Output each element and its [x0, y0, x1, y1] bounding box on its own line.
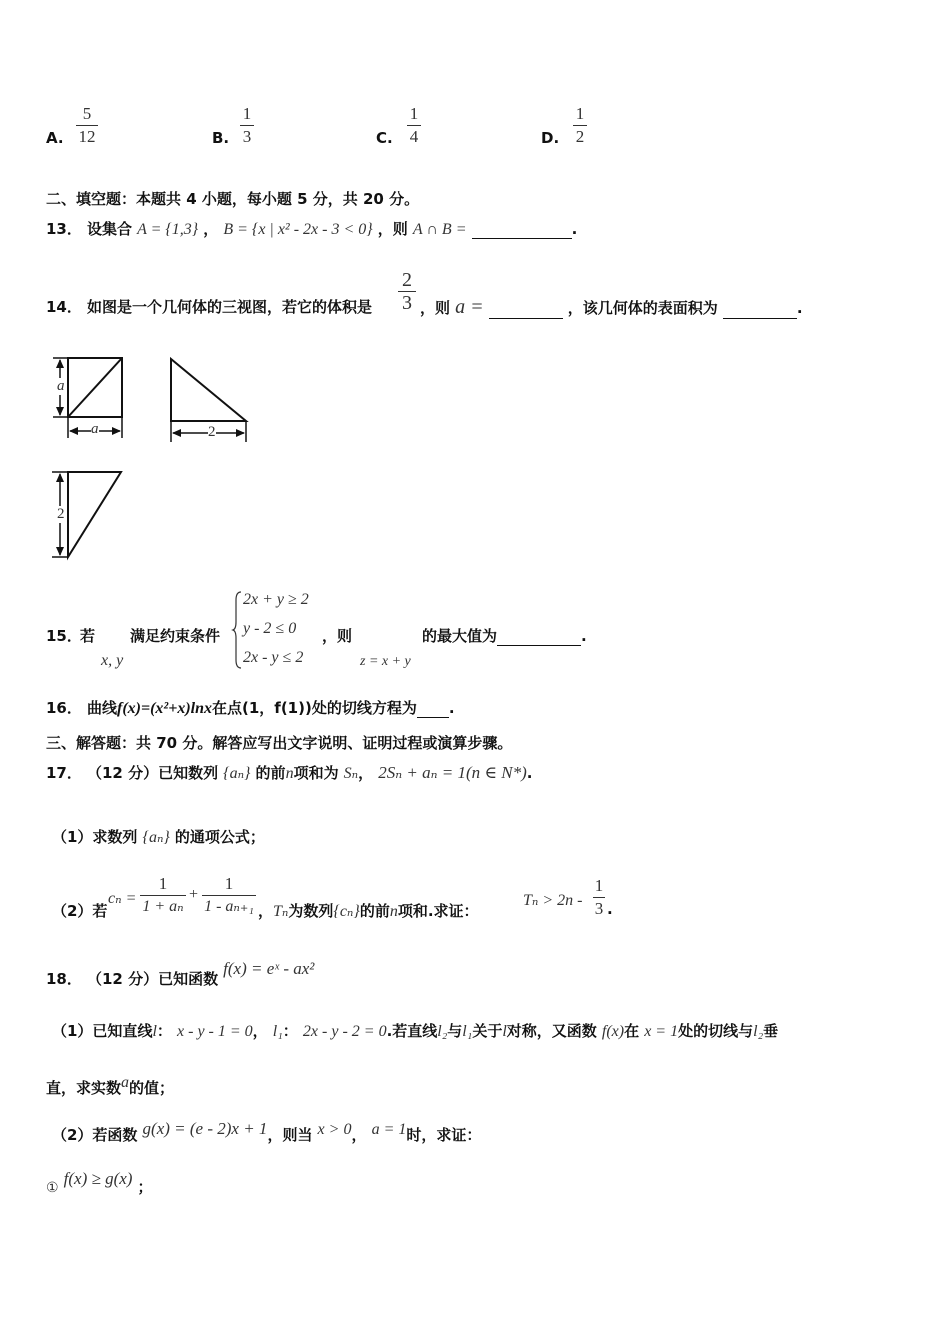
q17-part2-text: ，Tₙ为数列{cₙ}的前n项和.求证： — [258, 902, 479, 920]
q15-brace — [233, 590, 243, 670]
option-c-fraction: 1 4 — [407, 104, 421, 147]
q13-expr: A ∩ B = — [412, 221, 467, 238]
q18-part1-line2: 直，求实数a的值； — [46, 1074, 175, 1097]
q17-formula: 2Sₙ + aₙ = 1(n ∈ N*) — [378, 763, 527, 782]
q15-constraint-2: y - 2 ≤ 0 — [243, 620, 297, 637]
label-a-side: a — [57, 378, 65, 394]
option-a-label: A. — [46, 129, 64, 147]
section3-heading: 三、解答题：共 70 分。解答应写出文字说明、证明过程或演算步骤。 — [46, 734, 513, 752]
label-a-bottom: a — [91, 421, 99, 437]
option-c-label: C. — [376, 129, 393, 147]
q15-rest: 的最大值为 . — [422, 627, 587, 645]
q17-inequality: Tₙ > 2n - — [523, 892, 583, 909]
option-d-label: D. — [541, 129, 560, 147]
option-a-fraction: 5 12 — [76, 104, 98, 147]
section2-heading: 二、填空题：本题共 4 小题，每小题 5 分，共 20 分。 — [46, 190, 420, 208]
q15-constraint-3: 2x - y ≤ 2 — [243, 649, 304, 666]
q13-number: 13． — [46, 220, 82, 238]
q15-vars: x, y — [101, 652, 124, 669]
q14-number: 14． — [46, 298, 82, 316]
label-2-bottom: 2 — [208, 424, 216, 440]
q18-function: f(x) = eˣ - ax² — [223, 959, 315, 978]
q15-number: 15． — [46, 627, 82, 645]
q18-part1: （1）已知直线l： x - y - 1 = 0， l₁： 2x - y - 2 = 0.若直线l₂与l₁关于l对称，又函数 f(x)在 x = 1处的切线与l₂垂 — [52, 1022, 779, 1040]
label-2-side: 2 — [57, 506, 65, 522]
q14-var-a: a = — [455, 296, 484, 318]
q16-number: 16． — [46, 699, 82, 717]
q18-part2-item1: ① f(x) ≥ g(x) ； — [46, 1169, 153, 1196]
q15-text2: 满足约束条件 — [130, 627, 221, 645]
q13-text1: 设集合 — [86, 220, 132, 238]
q18-number: 18． — [46, 970, 82, 988]
q16-function: f(x)=(x²+x)lnx — [116, 700, 212, 717]
question-18: 18． （12 分）已知函数 f(x) = eˣ - ax² — [46, 959, 315, 988]
question-16: 16． 曲线f(x)=(x²+x)lnx在点(1，f(1))处的切线方程为 . — [46, 699, 455, 717]
q17-part1: （1）求数列 {aₙ} 的通项公式； — [52, 828, 265, 846]
q17-fraction-2: 1 1 - aₙ₊₁ — [202, 874, 256, 917]
q17-number: 17． — [46, 764, 82, 782]
q16-answer-blank[interactable] — [417, 701, 449, 718]
q18-part2: （2）若函数 g(x) = (e - 2)x + 1，则当 x > 0， a = 1时，求证： — [52, 1119, 482, 1144]
q15-z: z = x + y — [360, 654, 411, 669]
option-d-fraction: 1 2 — [573, 104, 587, 147]
q17-cn: cₙ = — [108, 890, 137, 907]
q17-fraction-1: 1 1 + aₙ — [140, 874, 186, 917]
q15-text1: 若 — [80, 627, 96, 645]
q13-set-a: A = {1,3} — [137, 221, 199, 238]
q15-text3: ，则 — [322, 627, 353, 645]
q14-volume-fraction: 2 3 — [398, 270, 416, 313]
q17-part2-label: （2）若 — [52, 902, 108, 920]
question-17: 17． （12 分）已知数列 {aₙ} 的前n项和为 Sₙ， 2Sₙ + aₙ = 1(n ∈ N*). — [46, 763, 533, 782]
option-b-fraction: 1 3 — [240, 104, 254, 147]
q15-answer-blank[interactable] — [497, 629, 581, 646]
q17-fraction-3: 1 3 — [594, 876, 604, 918]
q13-set-b: B = {x | x² - 2x - 3 < 0} — [223, 221, 373, 238]
q14-text1: 如图是一个几何体的三视图，若它的体积是 — [86, 298, 372, 316]
option-b-label: B. — [212, 129, 230, 147]
question-13: 13． 设集合 A = {1,3} ， B = {x | x² - 2x - 3 < 0} ，则 A ∩ B = . — [46, 220, 578, 238]
q14-rest: ，则 a = ，该几何体的表面积为 . — [420, 296, 803, 318]
q15-constraint-1: 2x + y ≥ 2 — [243, 591, 309, 608]
